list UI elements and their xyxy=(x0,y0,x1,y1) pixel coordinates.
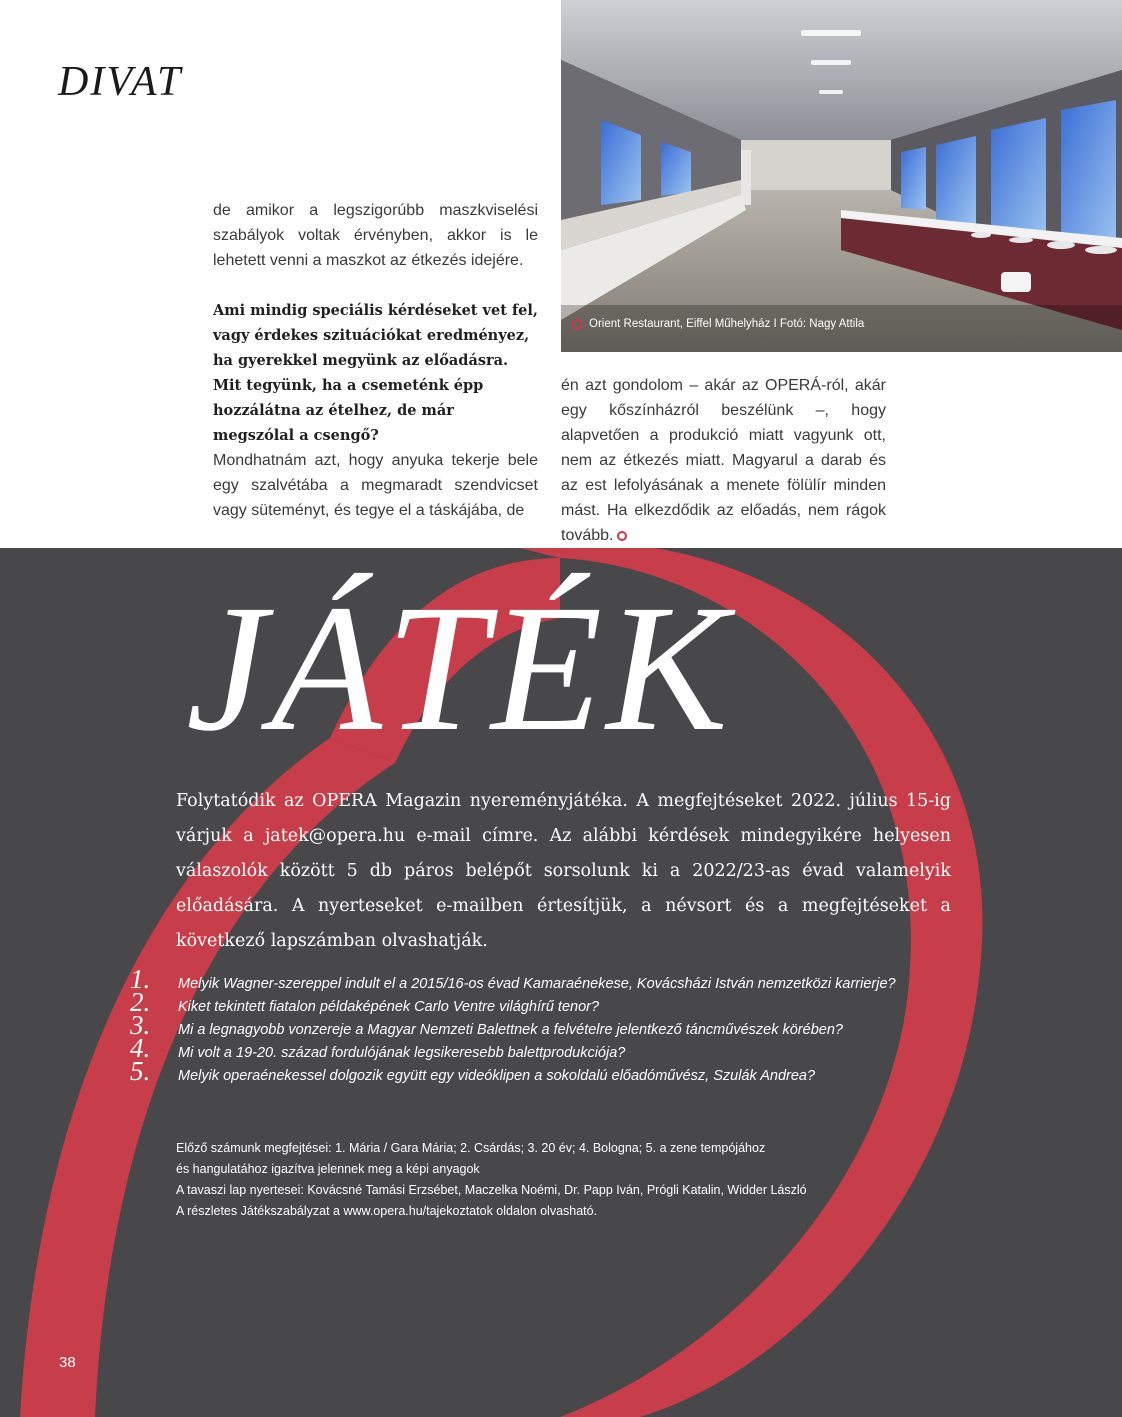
game-intro: Folytatódik az OPERA Magazin nyereményjátéka. A megfejtéseket 2022. július 15-ig várjuk a jatek@opera.hu e-mail címre. Az alábbi kérdések mindegyikére helyesen válaszolók között 5 db páros belépőt sorsolunk ki a 2022/23-as évad valamelyik előadására. A nyerteseket e-mailben értesítjük, a névsort és a megfejtéseket a következő lapszámban olvashatják. xyxy=(176,791,951,951)
question-list xyxy=(130,964,990,1086)
note-line: és hangulatához igazítva jelennek meg a képi anyagok xyxy=(176,1162,480,1176)
note-line: A részletes Játékszabályzat a www.opera.hu/tajekoztatok oldalon olvasható. xyxy=(176,1204,598,1218)
end-mark-icon xyxy=(617,531,627,541)
article-paragraph: de amikor a legszigorúbb maszkviselési szabályok voltak érvényben, akkor is le lehetett venni a maszkot az étkezés idejére. xyxy=(213,202,538,269)
restaurant-photo xyxy=(561,0,1122,352)
article-paragraph: Mondhatnám azt, hogy anyuka tekerje bele egy szalvétába a megmaradt szendvicset vagy süteményt, és tegye el a táskájába, de xyxy=(213,452,538,519)
question-text: Mi a legnagyobb vonzereje a Magyar Nemzeti Balettnek a felvételre jelentkező táncművészek körében? xyxy=(178,1022,843,1038)
list-item xyxy=(130,964,990,994)
list-item xyxy=(130,1033,990,1063)
caption-text: Orient Restaurant, Eiffel Műhelyház I Fotó: Nagy Attila xyxy=(589,318,865,330)
question-text: Mi volt a 19-20. század fordulójának legsikeresebb balettprodukciója? xyxy=(178,1045,626,1061)
question-number: 5. xyxy=(130,1056,151,1086)
article-left-column xyxy=(213,198,538,523)
article-paragraph: én azt gondolom – akár az OPERÁ-ról, akár egy kőszínházról beszélünk –, hogy alapvetően a produkció miatt vagyunk ott, nem az étkezés miatt. Magyarul a darab és az est lefolyásának a menete fölülír minden mást. Ha elkezdődik az előadás, nem rágok tovább. xyxy=(561,377,886,544)
question-number: 2. xyxy=(130,987,151,1017)
list-item xyxy=(130,1056,990,1086)
question-number: 4. xyxy=(130,1033,151,1063)
caption-ring-icon xyxy=(572,319,583,330)
game-title: JÁTÉK xyxy=(186,568,732,769)
question-text: Kiket tekintett fiatalon példaképének Carlo Ventre világhírű tenor? xyxy=(178,999,600,1015)
page-number: 38 xyxy=(59,1354,76,1371)
question-number: 1. xyxy=(130,964,151,994)
note-line: Előző számunk megfejtései: 1. Mária / Gara Mária; 2. Csárdás; 3. 20 év; 4. Bologna; 5. a zene tempójához xyxy=(176,1141,766,1155)
question-text: Melyik operaénekessel dolgozik együtt egy videóklipen a sokoldalú előadóművész, Szulák Andrea? xyxy=(178,1068,816,1084)
photo-caption xyxy=(572,318,864,330)
article-right-column xyxy=(561,373,886,548)
list-item xyxy=(130,987,990,1017)
game-section xyxy=(0,548,1122,1417)
note-line: A tavaszi lap nyertesei: Kovácsné Tamási Erzsébet, Maczelka Noémi, Dr. Papp Iván, Prógli Katalin, Widder László xyxy=(176,1183,807,1197)
question-number: 3. xyxy=(130,1010,151,1040)
section-label: DIVAT xyxy=(58,59,183,105)
question-text: Melyik Wagner-szereppel indult el a 2015/16-os évad Kamaraénekese, Kovácsházi István nemzetközi karrierje? xyxy=(178,976,896,992)
game-notes xyxy=(176,1138,896,1222)
interview-question: Ami mindig speciális kérdéseket vet fel, vagy érdekes szituációkat eredményez, ha gyerekkel megyünk az előadásra. Mit tegyünk, ha a csemeténk épp hozzálátna az ételhez, de már megszólal a csengő? xyxy=(213,302,538,444)
list-item xyxy=(130,1010,990,1040)
